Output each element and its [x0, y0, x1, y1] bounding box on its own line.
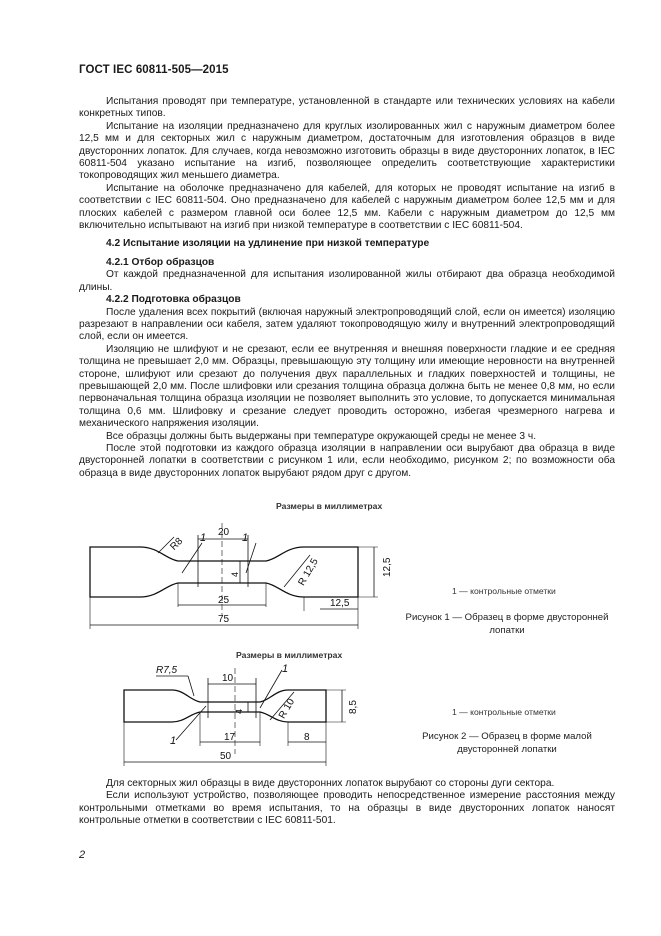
paragraph: Для секторных жил образцы в виде двусторонних лопаток вырубают со стороны дуги сектора.: [106, 778, 555, 789]
figure2-marker-label: 1: [170, 735, 177, 747]
paragraph: Испытание на оболочке предназначено для кабелей, для которых не проводят испытание на изгиб в соответствии с IEC 60811-504. Оно предназначено для кабелей с наружным диаметром более 12,5 мм и для плоских кабелей с размером главной оси более 12,5 мм. Кабели с наружным диаметром до 12,5 мм включительно испытывают на изгиб при низкой температуре в соответствии с IEC 60811-504.: [79, 182, 615, 232]
figure2-dim-gauge: 10: [222, 673, 234, 684]
body-text-top: [79, 96, 615, 480]
figure1-dim-width: 12,5: [382, 557, 393, 577]
figure2-caption: Рисунок 2 — Образец в форме малой двусторонней лопатки: [422, 731, 592, 755]
figure1-dim-narrow-len: 25: [218, 595, 230, 606]
paragraph: Испытания проводят при температуре, установленной в стандарте или технических условиях на кабели конкретных типов.: [79, 96, 615, 120]
figure1-dim-gauge: 20: [218, 527, 230, 538]
paragraph: Если используют устройство, позволяющее проводить непосредственное измерение расстояния между контрольными отметками во время испытания, то на образцы в виде двусторонних лопаток наносят контрольные отметки в соответствии с IEC 60811-501.: [79, 790, 615, 827]
figure2-dim-radius-small: R7,5: [156, 665, 178, 676]
figure1-marker-label: 1: [200, 532, 207, 544]
figure1-dim-total: 75: [218, 614, 230, 625]
section-heading: 4.2 Испытание изоляции на удлинение при низкой температуре: [106, 238, 430, 250]
figure1-caption: Рисунок 1 — Образец в форме двусторонней лопатки: [405, 612, 609, 636]
figure2-units: Размеры в миллиметрах: [236, 650, 343, 660]
paragraph: После этой подготовки из каждого образца изоляции в направлении оси вырубают два образца в виде двусторонней лопатки в соответствии с рисунком 1 или, если необходимо, рисунком 2; по возможности оба образца в виде двусторонних лопаток вырубают рядом друг с другом.: [79, 442, 615, 479]
figure2-marker-label: 1: [282, 663, 289, 675]
figure2-dim-total: 50: [220, 751, 232, 762]
figure1-dim-radius-small: R8: [168, 535, 186, 553]
figure2-dim-width-narrow: 4: [234, 708, 244, 714]
figure1-marker-label: 1: [242, 532, 249, 544]
figure2-dim-radius-large: R 10: [277, 696, 298, 721]
figure1-note: 1 — контрольные отметки: [452, 586, 556, 596]
document-header: ГОСТ IEC 60811-505—2015: [79, 64, 229, 76]
figure2-dim-width: 8,5: [348, 700, 359, 714]
figure1-units: Размеры в миллиметрах: [276, 501, 383, 511]
body-text-bottom: [79, 778, 615, 828]
paragraph: Испытание на изоляции предназначено для круглых изолированных жил с наружным диаметром более 12,5 мм и для секторных жил с наружным диаметром, достаточным для изготовления образцов в виде двусторонних лопаток. Для случаев, когда невозможно изготовить образцы в виде двусторонних лопаток, в IEC 60811-504 указано испытание на изгиб, позволяющее определить соответствующие характеристики токопроводящих жил меньшего диаметра.: [79, 120, 615, 182]
figure1-dim-end-len: 12,5: [330, 598, 350, 609]
figure2-note: 1 — контрольные отметки: [452, 707, 556, 717]
paragraph: Все образцы должны быть выдержаны при температуре окружающей среды не менее 3 ч.: [106, 430, 537, 442]
page-number: 2: [79, 849, 86, 861]
subsection-heading: 4.2.2 Подготовка образцов: [106, 294, 241, 306]
paragraph: Изоляцию не шлифуют и не срезают, если ее внутренняя и внешняя поверхности гладкие и ее средняя толщина не превышает 2,0 мм. Образцы, превышающую эту толщину или имеющие неровности на внутренней стороне, шлифуют или срезают до получения двух параллельных и гладких поверхностей и толщины, не превышающей 2,0 мм. После шлифовки или срезания толщина образца должна быть не менее 0,8 мм, но если первоначальная толщина образца изоляции не позволяет выполнить это условие, то допускается минимальная толщина 0,6 мм. Шлифовку и срезание следует проводить осторожно, избегая чрезмерного нагрева и механического напряжения изоляции.: [79, 343, 615, 430]
paragraph: От каждой предназначенной для испытания изолированной жилы отбирают два образца необходимой длины.: [79, 269, 615, 293]
figure1-dim-radius-large: R 12,5: [296, 556, 321, 588]
figure1-specimen-outline: [90, 547, 358, 597]
figure2-dim-end-len: 8: [304, 732, 310, 743]
subsection-heading: 4.2.1 Отбор образцов: [106, 256, 215, 268]
figure2-dim-narrow-len: 17: [224, 732, 236, 743]
figure2-drawing: [110, 662, 360, 772]
figure1-drawing: [78, 515, 398, 635]
paragraph: После удаления всех покрытий (включая наружный электропроводящий слой, если он имеется) изоляцию разрезают в направлении оси кабеля, затем удаляют токопроводящую жилу и внутренний электропроводящий слой, если он имеется.: [79, 306, 615, 343]
figure2-specimen-outline: [124, 690, 326, 722]
figure1-dim-width-narrow: 4: [230, 571, 240, 577]
